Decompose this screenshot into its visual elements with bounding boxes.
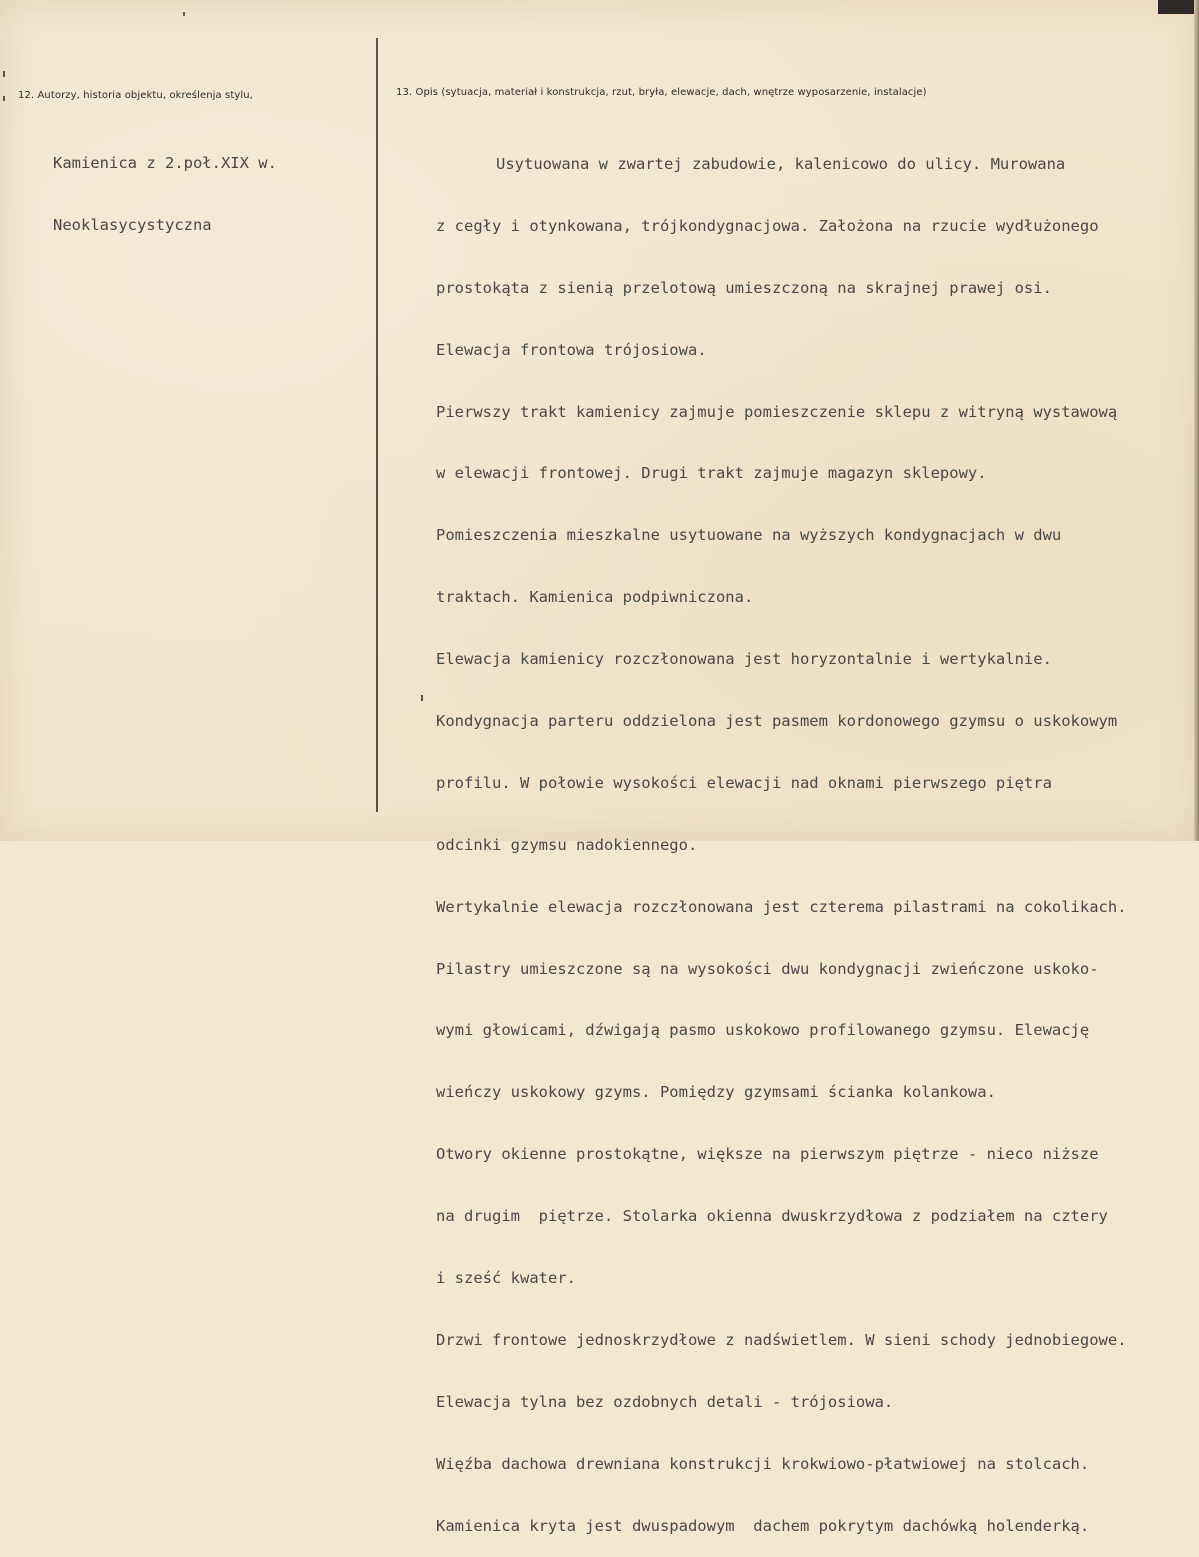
description-line: prostokąta z sienią przelotową umieszczoną na skrajnej prawej osi.: [436, 278, 1052, 297]
description-line: z cegły i otynkowana, trójkondygnacjowa. Założona na rzucie wydłużonego: [436, 216, 1099, 235]
stray-mark: [183, 12, 185, 16]
description-line: Elewacja frontowa trójosiowa.: [436, 340, 707, 359]
scan-edge-top: [1158, 0, 1199, 14]
description-line: Kamienica kryta jest dwuspadowym dachem pokrytym dachówką holenderką.: [436, 1516, 1090, 1535]
margin-tick: [3, 71, 5, 77]
description-line: i sześć kwater.: [436, 1269, 576, 1288]
description-line: Więźba dachowa drewniana konstrukcji krokwiowo-płatwiowej na stolcach.: [436, 1454, 1090, 1473]
description-line: Wertykalnie elewacja rozczłonowana jest czterema pilastrami na cokolikach.: [436, 897, 1127, 916]
column-divider: [376, 38, 378, 812]
description-line: Usytuowana w zwartej zabudowie, kalenicowo do ulicy. Murowana: [496, 155, 1066, 173]
description-line: na drugim piętrze. Stolarka okienna dwuskrzydłowa z podziałem na cztery: [436, 1207, 1108, 1226]
scan-edge-right: [1194, 0, 1199, 841]
description-line: Pilastry umieszczone są na wysokości dwu kondygnacji zwieńczone uskoko-: [436, 959, 1099, 978]
description-line: Drzwi frontowe jednoskrzydłowe z nadświetlem. W sieni schody jednobiegowe.: [436, 1330, 1127, 1349]
description-line: Pomieszczenia mieszkalne usytuowane na wyższych kondygnacjach w dwu: [436, 526, 1062, 545]
field-13-content: [436, 116, 1127, 1557]
description-line: wieńczy uskokowy gzyms. Pomiędzy gzymsami ścianka kolankowa.: [436, 1083, 996, 1102]
description-line: Elewacja tylna bez ozdobnych detali - trójosiowa.: [436, 1392, 894, 1411]
description-line: w elewacji frontowej. Drugi trakt zajmuje magazyn sklepowy.: [436, 464, 987, 483]
field-12-content: [53, 114, 277, 256]
field-12-label: 12. Autorzy, historia objektu, określenja stylu,: [18, 90, 253, 101]
description-line: Kondygnacja parteru oddzielona jest pasmem kordonowego gzymsu o uskokowym: [436, 712, 1118, 731]
description-line: Pierwszy trakt kamienicy zajmuje pomieszczenie sklepu z witryną wystawową: [436, 402, 1118, 421]
field-13-label: 13. Opis (sytuacja, materiał i konstrukcja, rzut, bryła, elewacje, dach, wnętrze wyposarzenie, instalacje): [396, 87, 927, 98]
description-line: Otwory okienne prostokątne, większe na pierwszym piętrze - nieco niższe: [436, 1145, 1099, 1164]
description-line: Elewacja kamienicy rozczłonowana jest horyzontalnie i wertykalnie.: [436, 650, 1052, 669]
field-12-line: Neoklasycystyczna: [53, 216, 212, 234]
margin-tick: [3, 96, 5, 101]
stray-mark: [421, 695, 423, 701]
description-line: profilu. W połowie wysokości elewacji nad oknami pierwszego piętra: [436, 773, 1052, 792]
description-line: wymi głowicami, dźwigają pasmo uskokowo profilowanego gzymsu. Elewację: [436, 1021, 1090, 1040]
description-line: traktach. Kamienica podpiwniczona.: [436, 588, 754, 607]
description-line: odcinki gzymsu nadokiennego.: [436, 835, 698, 854]
field-12-line: Kamienica z 2.poł.XIX w.: [53, 154, 277, 172]
